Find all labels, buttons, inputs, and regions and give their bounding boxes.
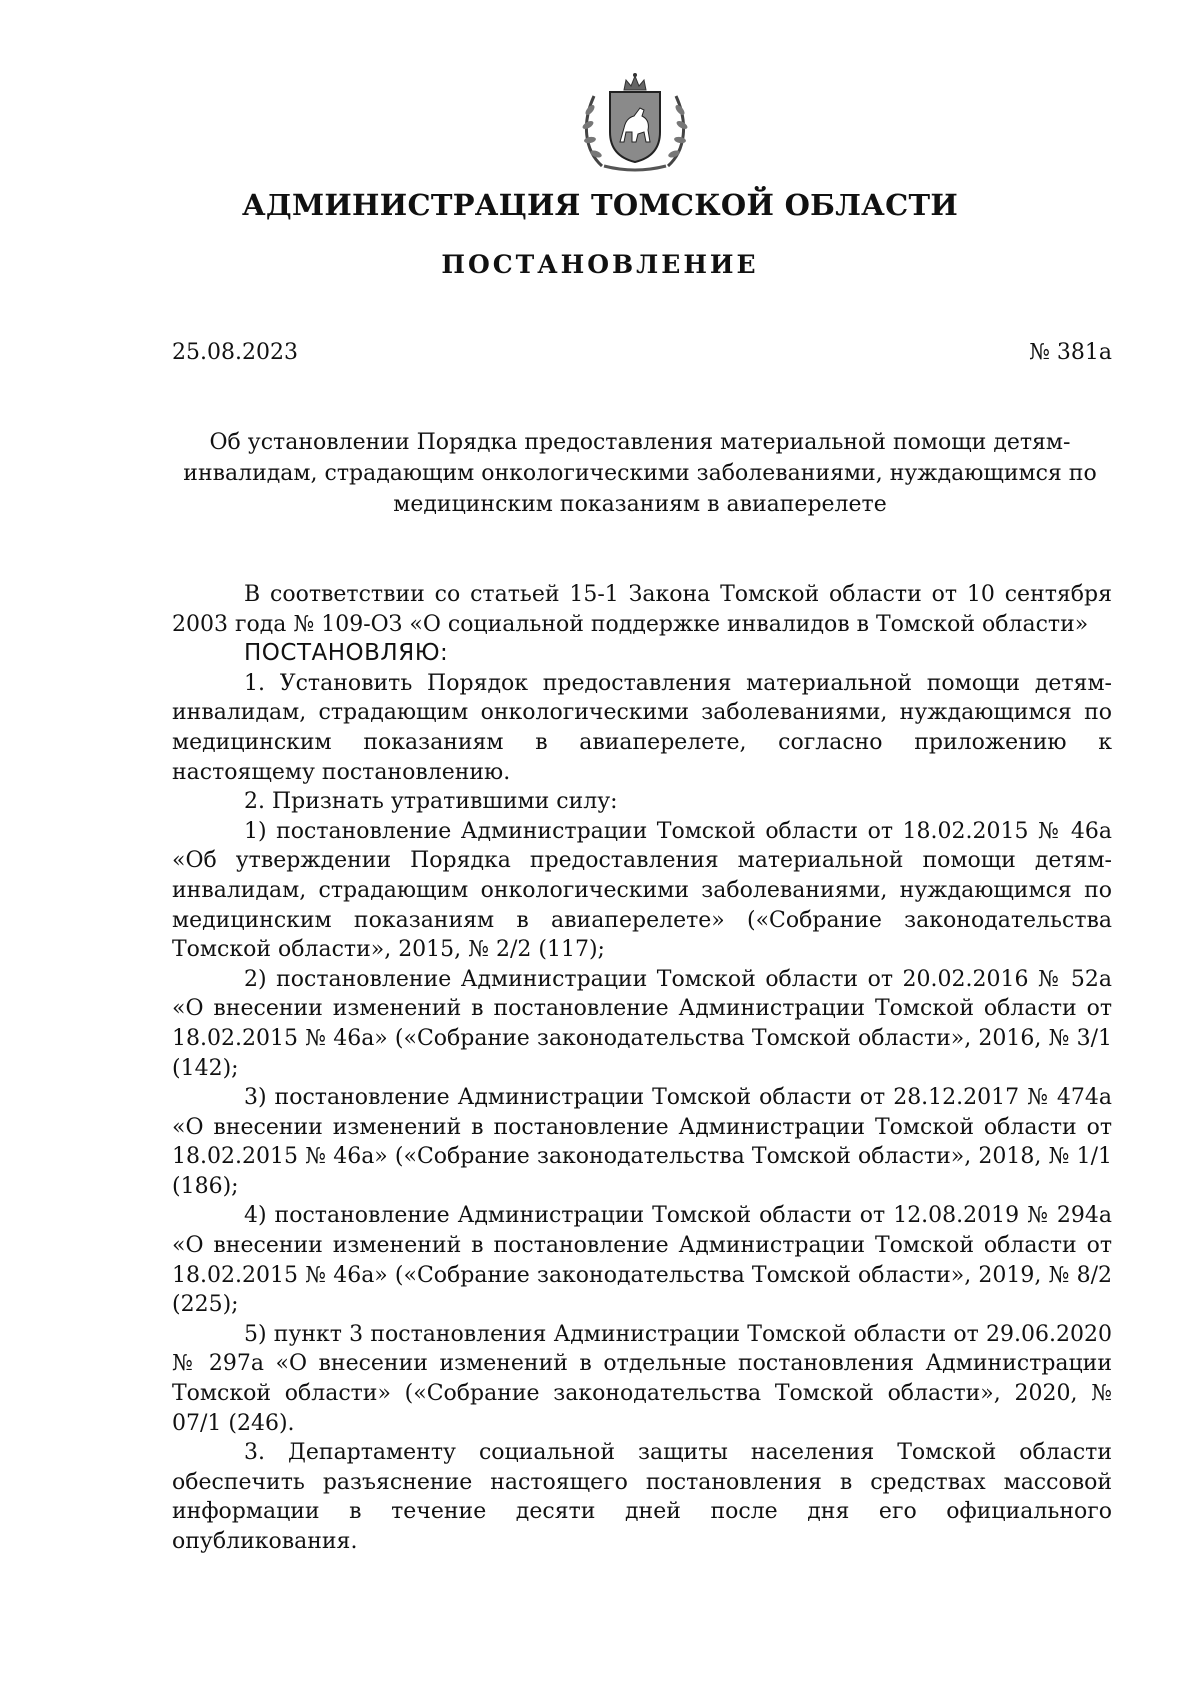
document-number: № 381а [1029,340,1112,365]
item-2-5: 5) пункт 3 постановления Администрации Томской области от 29.06.2020 № 297а «О внесении изменений в отдельные постановления Администрации Томской области» («Собрание законодательства Томской области», 2020, № 07/1 (246). [172,1321,1112,1436]
document-title: Об установлении Порядка предоставления материальной помощи детям-инвалидам, страдающим онкологическими заболеваниями, нуждающимся по медицинским показаниям в авиаперелете [183,430,1097,517]
item-2-2: 2) постановление Администрации Томской области от 20.02.2016 № 52а «О внесении изменений в постановление Администрации Томской области от 18.02.2015 № 46а» («Собрание законодательства Томской области», 2016, № 3/1 (142); [172,966,1112,1081]
document-type: ПОСТАНОВЛЕНИЕ [441,250,759,279]
item-1: 1. Установить Порядок предоставления материальной помощи детям-инвалидам, страдающим онкологическими заболеваниями, нуждающимся по медицинским показаниям в авиаперелете, согласно приложению к настоящему постановлению. [172,670,1112,785]
item-2-4: 4) постановление Администрации Томской области от 12.08.2019 № 294а «О внесении изменений в постановление Администрации Томской области от 18.02.2015 № 46а» («Собрание законодательства Томской области», 2019, № 8/2 (225); [172,1203,1112,1318]
tomsk-oblast-coat-of-arms-icon [580,70,690,174]
document-date: 25.08.2023 [172,340,298,365]
document-body [172,580,1112,1557]
preamble: В соответствии со статьей 15-1 Закона Томской области от 10 сентября 2003 года № 109-ОЗ «О социальной поддержке инвалидов в Томской области» [172,582,1112,637]
decree-word: ПОСТАНОВЛЯЮ: [244,640,449,667]
item-2-1: 1) постановление Администрации Томской области от 18.02.2015 № 46а «Об утверждении Порядка предоставления материальной помощи детям-инвалидам, страдающим онкологическими заболеваниями, нуждающимся по медицинским показаниям в авиаперелете» («Собрание законодательства Томской области», 2015, № 2/2 (117); [172,818,1112,963]
organization-name: АДМИНИСТРАЦИЯ ТОМСКОЙ ОБЛАСТИ [241,188,959,222]
item-2-3: 3) постановление Администрации Томской области от 28.12.2017 № 474а «О внесении изменений в постановление Администрации Томской области от 18.02.2015 № 46а» («Собрание законодательства Томской области», 2018, № 1/1 (186); [172,1085,1112,1199]
item-2: 2. Признать утратившими силу: [244,789,618,815]
item-3: 3. Департаменту социальной защиты населения Томской области обеспечить разъяснение настоящего постановления в средствах массовой информации в течение десяти дней после дня его официального опубликования. [172,1440,1112,1554]
